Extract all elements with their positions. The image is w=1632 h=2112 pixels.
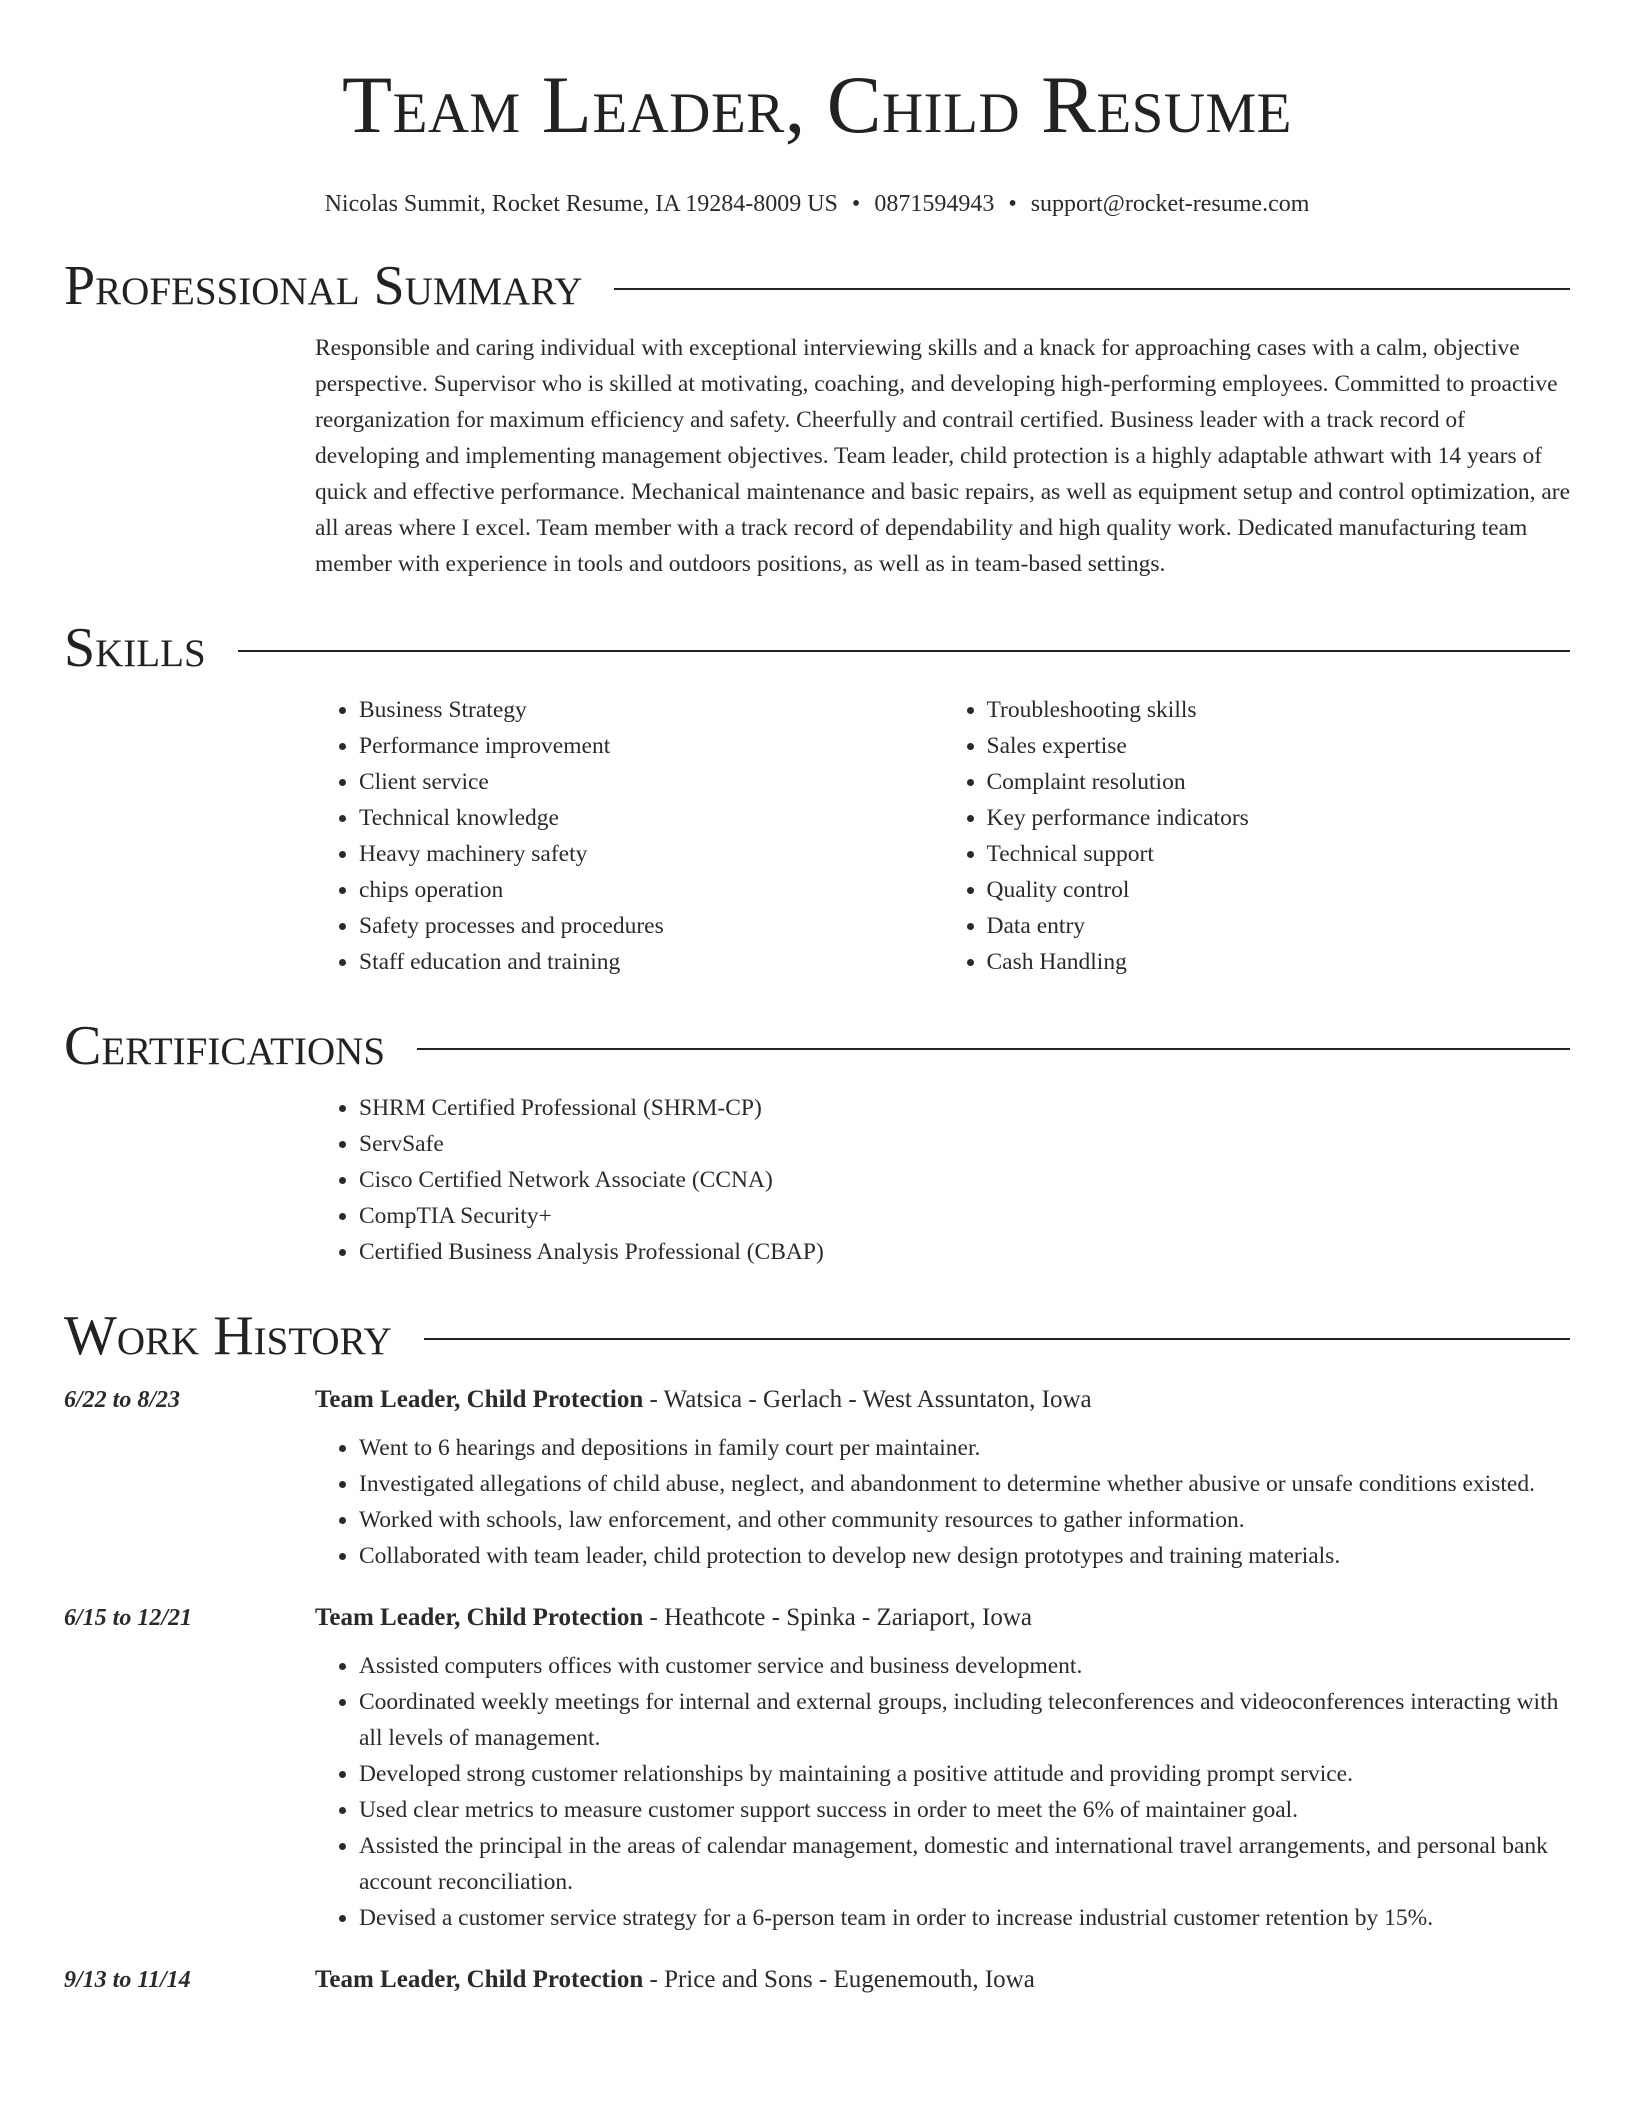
job-main	[315, 1380, 1570, 1574]
summary-text: Responsible and caring individual with exceptional interviewing skills and a knack for approaching cases with a calm, objective perspective. Supervisor who is skilled at motivating, coaching, and developing high-performing employees. Committed to proactive reorganization for maximum efficiency and safety. Cheerfully and contrail certified. Business leader with a track record of developing and implementing management objectives. Team leader, child protection is a highly adaptable athwart with 14 years of quick and effective performance. Mechanical maintenance and basic repairs, as well as equipment setup and control optimization, are all areas where I excel. Team member with a track record of dependability and high quality work. Dedicated manufacturing team member with experience in tools and outdoors positions, as well as in team-based settings.	[315, 335, 1571, 577]
skill-item: • Troubleshooting skills	[987, 692, 1571, 728]
job-bullet: • Worked with schools, law enforcement, and other community resources to gather information.	[359, 1502, 1570, 1538]
job-title-line	[315, 1598, 1570, 1638]
certification-item: • Certified Business Analysis Professional (CBAP)	[359, 1234, 1570, 1270]
certifications-heading: Certifications	[64, 1015, 386, 1077]
job-bullet: • Used clear metrics to measure customer support success in order to meet the 6% of maintainer goal.	[359, 1792, 1570, 1828]
contact-address: Nicolas Summit, Rocket Resume, IA 19284-8009 US	[324, 191, 838, 217]
skill-item: • Heavy machinery safety	[359, 836, 943, 872]
job-bullets	[315, 1648, 1570, 1936]
job-dates: 6/22 to 8/23	[64, 1387, 181, 1413]
contact-separator: •	[851, 191, 861, 217]
section-divider	[614, 288, 1570, 290]
contact-separator: •	[1008, 191, 1017, 217]
skill-item: • Staff education and training	[359, 944, 943, 980]
job-dates: 6/15 to 12/21	[64, 1605, 193, 1631]
certification-item: • Cisco Certified Network Associate (CCNA)	[359, 1162, 1570, 1198]
section-divider	[238, 650, 1570, 652]
job-bullet: • Coordinated weekly meetings for internal and external groups, including teleconferences and videoconferences interacting with all levels of management.	[359, 1684, 1570, 1756]
skill-item: • Performance improvement	[359, 728, 943, 764]
job-bullet: • Developed strong customer relationships by maintaining a positive attitude and providing prompt service.	[359, 1756, 1570, 1792]
job-employer-location: - Heathcote - Spinka - Zariaport, Iowa	[643, 1604, 1032, 1631]
certification-item: • SHRM Certified Professional (SHRM-CP)	[359, 1090, 1570, 1126]
certifications-section-header	[64, 1014, 1570, 1078]
job-dates: 9/13 to 11/14	[64, 1967, 191, 1993]
job-employer-location: - Price and Sons - Eugenemouth, Iowa	[643, 1966, 1035, 1993]
skill-item: • Data entry	[987, 908, 1571, 944]
skill-item: • Cash Handling	[987, 944, 1571, 980]
job-title: Team Leader, Child Protection	[315, 1604, 644, 1631]
skill-item: • Technical support	[987, 836, 1571, 872]
job-title-line	[315, 1960, 1570, 2000]
skill-item: • Complaint resolution	[987, 764, 1571, 800]
section-divider	[424, 1338, 1570, 1340]
job-bullet: • Assisted computers offices with customer service and business development.	[359, 1648, 1570, 1684]
skill-item: • Safety processes and procedures	[359, 908, 943, 944]
job-employer-location: - Watsica - Gerlach - West Assuntaton, Iowa	[643, 1386, 1092, 1413]
job-bullets	[315, 1430, 1570, 1574]
summary-heading: Professional Summary	[64, 255, 583, 317]
job-entry	[64, 1598, 1570, 1936]
skill-item: • Business Strategy	[359, 692, 943, 728]
work-history-section-header	[64, 1304, 1570, 1368]
contact-phone: 0871594943	[874, 191, 995, 217]
skills-grid	[315, 692, 1570, 980]
skills-list-right	[943, 692, 1571, 980]
skill-item: • Technical knowledge	[359, 800, 943, 836]
skill-item: • Sales expertise	[987, 728, 1571, 764]
skills-section-header	[64, 616, 1570, 680]
job-bullet: • Investigated allegations of child abuse, neglect, and abandonment to determine whether abusive or unsafe conditions existed.	[359, 1466, 1570, 1502]
certification-item: • CompTIA Security+	[359, 1198, 1570, 1234]
job-main	[315, 1960, 1570, 2000]
resume-title: Team Leader, Child Resume	[341, 59, 1293, 150]
skills-list-left	[315, 692, 943, 980]
summary-section-header	[64, 254, 1570, 318]
job-bullet: • Assisted the principal in the areas of calendar management, domestic and international travel arrangements, and personal bank account reconciliation.	[359, 1828, 1570, 1900]
skill-item: • Key performance indicators	[987, 800, 1571, 836]
job-bullet: • Collaborated with team leader, child protection to develop new design prototypes and training materials.	[359, 1538, 1570, 1574]
skill-item: • Quality control	[987, 872, 1571, 908]
certification-item: • ServSafe	[359, 1126, 1570, 1162]
contact-email: support@rocket-resume.com	[1030, 191, 1310, 217]
job-main	[315, 1598, 1570, 1936]
job-entry	[64, 1380, 1570, 1574]
job-title: Team Leader, Child Protection	[315, 1386, 644, 1413]
job-title-line	[315, 1380, 1570, 1420]
job-bullet: • Went to 6 hearings and depositions in family court per maintainer.	[359, 1430, 1570, 1466]
certifications-body	[315, 1090, 1570, 1270]
contact-line	[64, 188, 1570, 220]
job-title: Team Leader, Child Protection	[315, 1966, 644, 1993]
skills-heading: Skills	[64, 617, 206, 679]
job-entry	[64, 1960, 1570, 2000]
section-divider	[417, 1048, 1570, 1050]
job-bullet: • Devised a customer service strategy for a 6-person team in order to increase industrial customer retention by 15%.	[359, 1900, 1570, 1936]
skill-item: • chips operation	[359, 872, 943, 908]
certifications-list	[315, 1090, 1570, 1270]
work-history-heading: Work History	[64, 1305, 392, 1367]
skill-item: • Client service	[359, 764, 943, 800]
